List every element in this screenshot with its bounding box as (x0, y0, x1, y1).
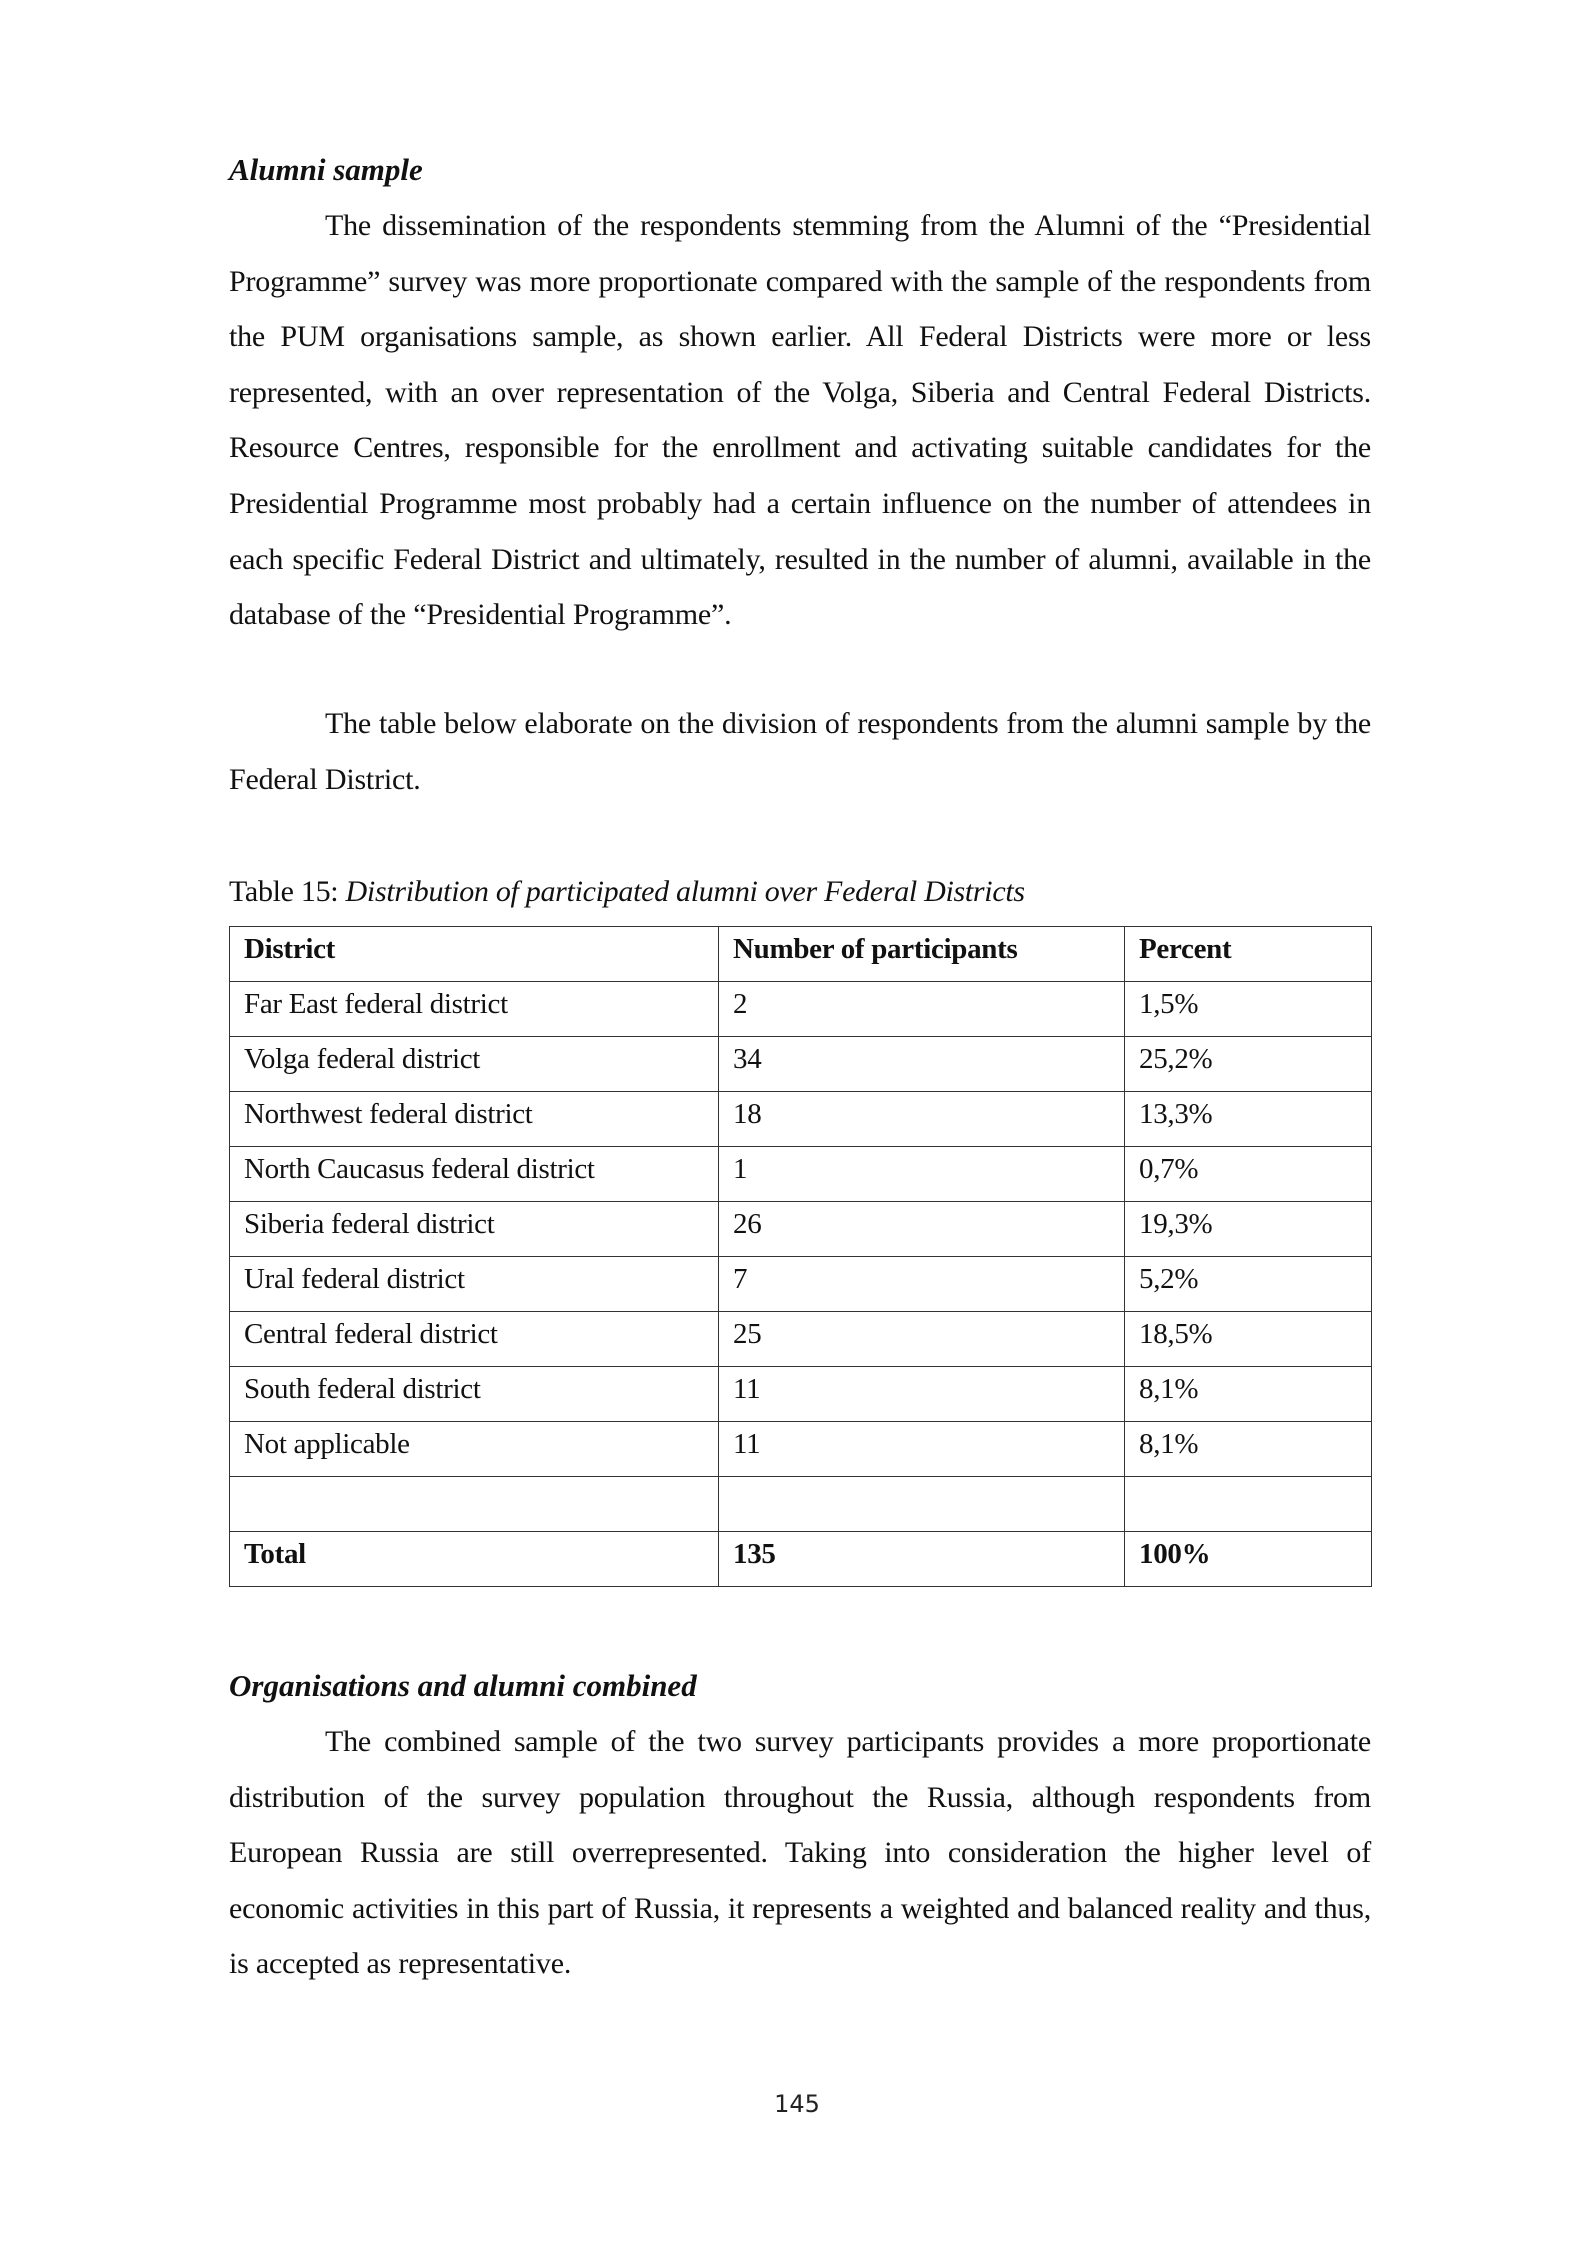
page-number: 145 (774, 2090, 820, 2118)
total-percent: 100% (1125, 1532, 1372, 1587)
table-row (230, 1367, 1372, 1422)
section-heading-organisations-alumni-combined: Organisations and alumni combined (229, 1668, 697, 1703)
cell-percent: 25,2% (1125, 1037, 1372, 1092)
cell-participants (719, 1477, 1125, 1532)
cell-participants: 11 (719, 1367, 1125, 1422)
table-header-row (230, 927, 1372, 982)
cell-district: Volga federal district (230, 1037, 719, 1092)
cell-participants: 34 (719, 1037, 1125, 1092)
table-caption-title: Distribution of participated alumni over Federal Districts (345, 875, 1025, 908)
cell-percent: 8,1% (1125, 1367, 1372, 1422)
table-caption-label: Table 15: (229, 875, 346, 908)
cell-participants: 7 (719, 1257, 1125, 1312)
cell-participants: 26 (719, 1202, 1125, 1257)
cell-percent (1125, 1477, 1372, 1532)
table-total-row (230, 1532, 1372, 1587)
cell-percent: 8,1% (1125, 1422, 1372, 1477)
section-heading-alumni-sample: Alumni sample (229, 152, 423, 187)
table-row (230, 1422, 1372, 1477)
cell-participants: 25 (719, 1312, 1125, 1367)
cell-percent: 0,7% (1125, 1147, 1372, 1202)
cell-district (230, 1477, 719, 1532)
table-row (230, 1312, 1372, 1367)
districts-table (229, 926, 1372, 1587)
cell-district: Central federal district (230, 1312, 719, 1367)
cell-district: Not applicable (230, 1422, 719, 1477)
cell-district: Far East federal district (230, 982, 719, 1037)
cell-district: Ural federal district (230, 1257, 719, 1312)
total-participants: 135 (719, 1532, 1125, 1587)
table-row (230, 982, 1372, 1037)
table-row (230, 1092, 1372, 1147)
cell-district: North Caucasus federal district (230, 1147, 719, 1202)
paragraph-table-intro: The table below elaborate on the division of respondents from the alumni sample by the Federal District. (229, 707, 1371, 796)
cell-district: Northwest federal district (230, 1092, 719, 1147)
cell-percent: 18,5% (1125, 1312, 1372, 1367)
cell-district: South federal district (230, 1367, 719, 1422)
cell-participants: 18 (719, 1092, 1125, 1147)
table-row (230, 1202, 1372, 1257)
paragraph-combined-sample: The combined sample of the two survey participants provides a more proportionate distribution of the survey population throughout the Russia, although respondents from European Russia are still overrepresented. Taking into consideration the higher level of economic activities in this part of Russia, it represents a weighted and balanced reality and thus, is accepted as representative. (229, 1725, 1371, 1981)
table-caption (229, 872, 1025, 912)
table-row (230, 1257, 1372, 1312)
paragraph-alumni-dissemination: The dissemination of the respondents stemming from the Alumni of the “Presidential Programme” survey was more proportionate compared with the sample of the respondents from the PUM organisations sample, as shown earlier. All Federal Districts were more or less represented, with an over representation of the Volga, Siberia and Central Federal Districts. Resource Centres, responsible for the enrollment and activating suitable candidates for the Presidential Programme most probably had a certain influence on the number of attendees in each specific Federal District and ultimately, resulted in the number of alumni, available in the database of the “Presidential Programme”. (229, 209, 1371, 632)
header-number-of-participants: Number of participants (719, 927, 1125, 982)
cell-participants: 2 (719, 982, 1125, 1037)
cell-percent: 13,3% (1125, 1092, 1372, 1147)
header-district: District (230, 927, 719, 982)
header-percent: Percent (1125, 927, 1372, 982)
cell-district: Siberia federal district (230, 1202, 719, 1257)
cell-participants: 11 (719, 1422, 1125, 1477)
cell-percent: 1,5% (1125, 982, 1372, 1037)
cell-participants: 1 (719, 1147, 1125, 1202)
table-row (230, 1147, 1372, 1202)
total-label: Total (230, 1532, 719, 1587)
table-row (230, 1037, 1372, 1092)
cell-percent: 5,2% (1125, 1257, 1372, 1312)
table-row (230, 1477, 1372, 1532)
cell-percent: 19,3% (1125, 1202, 1372, 1257)
